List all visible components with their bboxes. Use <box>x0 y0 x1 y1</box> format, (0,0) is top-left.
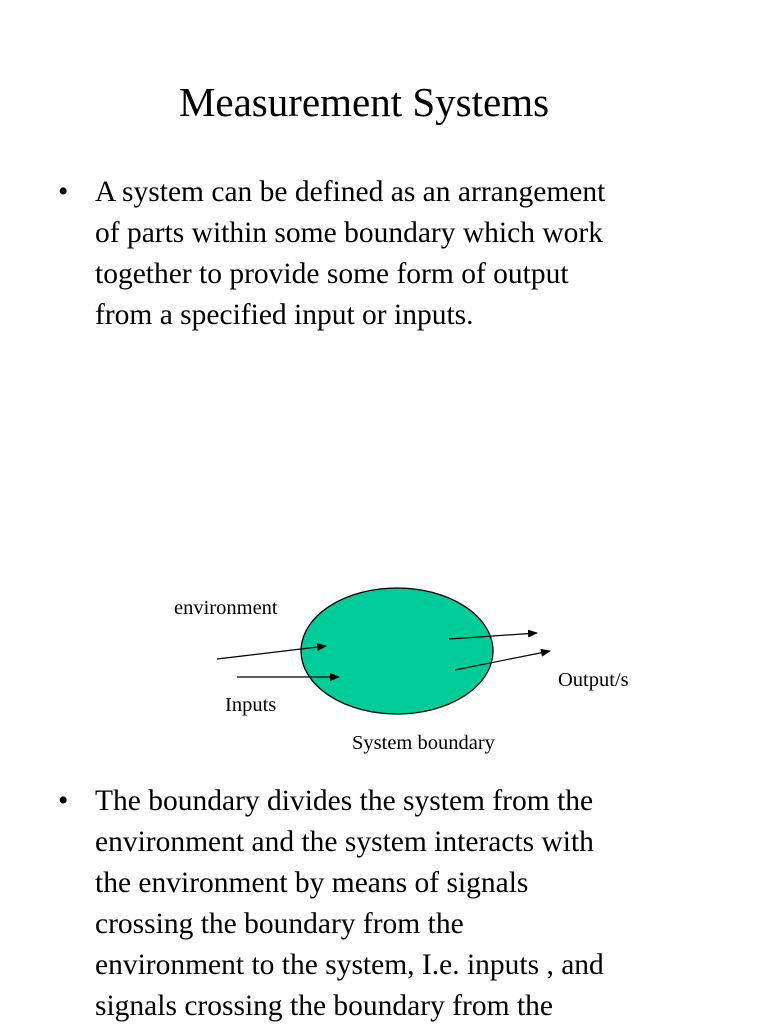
system-boundary-ellipse <box>301 588 493 714</box>
bullet-text <box>95 781 735 1024</box>
inputs-label: Inputs <box>225 694 277 716</box>
system-boundary-label: System boundary <box>352 732 495 754</box>
bullet-text-line: signals crossing the boundary from the <box>95 990 553 1022</box>
environment-label: environment <box>174 597 278 619</box>
bullet-text-line: A system can be defined as an arrangement <box>95 176 606 208</box>
system-diagram <box>0 560 768 770</box>
bullet-text-line: environment and the system interacts with <box>95 826 594 858</box>
bullet-text-line: crossing the boundary from the <box>95 908 464 940</box>
bullet-marker: • <box>58 785 69 817</box>
bullet-text-line: together to provide some form of output <box>95 258 569 290</box>
bullet-text-line: of parts within some boundary which work <box>95 217 603 249</box>
slide-title: Measurement Systems <box>178 79 550 125</box>
bullet-text-line: the environment by means of signals <box>95 867 529 899</box>
outputs-label: Output/s <box>558 669 629 691</box>
bullet-text-line: The boundary divides the system from the <box>95 785 594 817</box>
bullet-marker: • <box>58 176 69 208</box>
bullet-text <box>95 172 735 336</box>
bullet-text-line: environment to the system, I.e. inputs , and <box>95 949 604 981</box>
bullet-text-line: from a specified input or inputs. <box>95 299 474 331</box>
